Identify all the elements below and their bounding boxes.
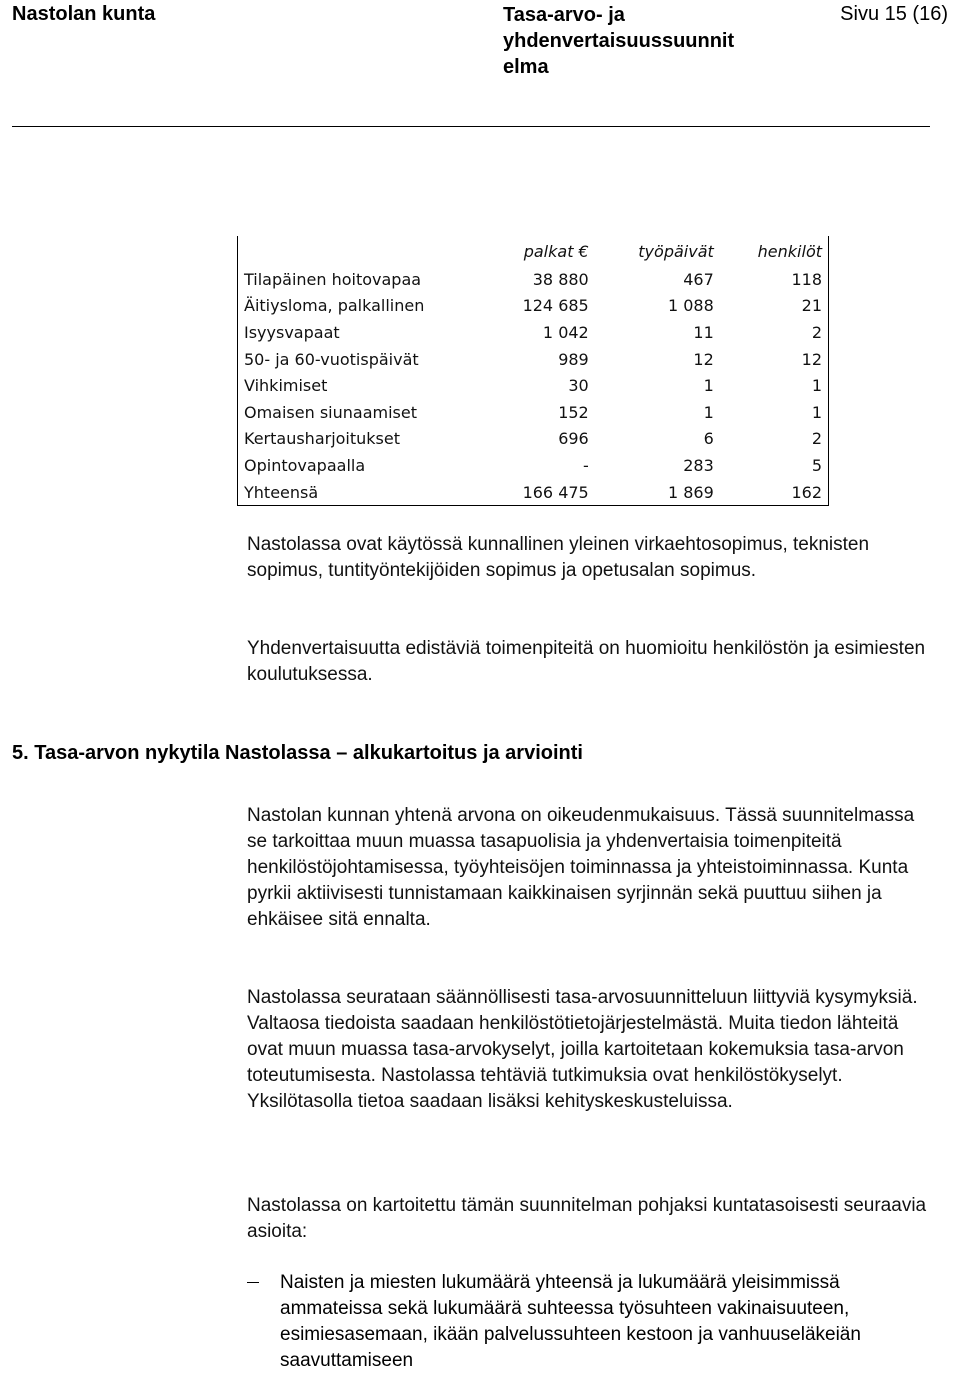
- row-tyopaivat: 12: [693, 349, 714, 369]
- row-henkilot: 5: [720, 452, 829, 479]
- leave-statistics-table: [237, 236, 829, 506]
- row-label: Kertausharjoitukset: [238, 426, 485, 453]
- row-tyopaivat: 1: [703, 376, 714, 396]
- row-henkilot: 2: [720, 426, 829, 453]
- row-palkat: 1 042: [542, 322, 589, 342]
- row-label: 50- ja 60-vuotispäivät: [238, 346, 485, 373]
- row-label: Tilapäinen hoitovapaa: [238, 266, 485, 293]
- table-header-empty: [238, 236, 485, 266]
- row-tyopaivat: 1: [703, 402, 714, 422]
- row-henkilot: 118: [720, 266, 829, 293]
- dash-bullet-icon: [247, 1282, 259, 1283]
- row-label: Isyysvapaat: [238, 319, 485, 346]
- total-label: Yhteensä: [238, 479, 485, 506]
- header-organization: Nastolan kunta: [12, 3, 156, 25]
- row-palkat: 696: [558, 429, 589, 449]
- row-tyopaivat: 467: [683, 269, 714, 289]
- row-palkat: -: [582, 455, 589, 475]
- row-tyopaivat: 1 088: [667, 296, 714, 316]
- row-henkilot: 12: [720, 346, 829, 373]
- training-text: Yhdenvertaisuutta edistäviä toimenpiteitä on huomioitu henkilöstön ja esimiesten koulutuksessa.: [247, 638, 926, 685]
- row-henkilot: 1: [720, 372, 829, 399]
- header-title-line-2: yhdenvertaisuussuunnit: [503, 30, 735, 52]
- total-henkilot: 162: [720, 479, 829, 506]
- row-tyopaivat: 6: [703, 429, 714, 449]
- total-palkat: 166 475: [484, 479, 595, 506]
- monitoring-text: Nastolassa seurataan säännöllisesti tasa-arvosuunnitteluun liittyviä kysymyksiä. Valtaosa tiedoista saadaan henkilöstötietojärjestelmästä. Muita tiedon lähteitä ovat muun muassa tasa-arvokyselyt, joilla kartoitetaan kokemuksia tasa-arvon toteutumisesta. Nastolassa tehtäviä tutkimuksia ovat henkilöstökyselyt. Yksilötasolla tietoa saadaan lisäksi kehityskeskusteluissa.: [247, 987, 918, 1112]
- table-header-tyopaivat: työpäivät: [638, 241, 714, 261]
- table-header-henkilot: henkilöt: [720, 236, 829, 266]
- row-label: Opintovapaalla: [238, 452, 485, 479]
- table-row: [238, 319, 829, 346]
- header-document-title: [503, 2, 783, 80]
- agreements-text: Nastolassa ovat käytössä kunnallinen yleinen virkaehtosopimus, teknisten sopimus, tuntityöntekijöiden sopimus ja opetusalan sopimus.: [247, 534, 870, 581]
- fairness-text: Nastolan kunnan yhtenä arvona on oikeudenmukaisuus. Tässä suunnitelmassa se tarkoittaa muun muassa tasapuolisia ja yhdenvertaisia toimenpiteitä henkilöstöjohtamisessa, työyhteisöjen toiminnassa ja yhteistoiminnassa. Kunta pyrkii aktiivisesti tunnistamaan kaikkinaisen syrjinnän sekä puuttuu siihen ja ehkäisee sitä ennalta.: [247, 805, 915, 930]
- row-palkat: 30: [568, 376, 589, 396]
- table-row: [238, 266, 829, 293]
- table-header-row: [238, 236, 829, 266]
- table-row: [238, 293, 829, 320]
- agreements-paragraph: [247, 532, 937, 584]
- list-item: [247, 1270, 937, 1374]
- row-henkilot: 21: [720, 293, 829, 320]
- survey-intro-paragraph: [247, 1193, 937, 1245]
- row-palkat: 124 685: [522, 296, 589, 316]
- monitoring-paragraph: [247, 985, 937, 1115]
- header-divider: [12, 126, 930, 127]
- fairness-paragraph: [247, 803, 937, 933]
- row-tyopaivat: 283: [683, 455, 714, 475]
- list-item-text: Naisten ja miesten lukumäärä yhteensä ja lukumäärä yleisimmissä ammateissa sekä lukumäärä suhteessa työsuhteen vakinaisuuteen, esimiesasemaan, ikään palvelussuhteen kestoon ja vanhuuseläkeiän saavuttamiseen: [280, 1272, 861, 1371]
- survey-bullet-list: [247, 1270, 937, 1374]
- row-henkilot: 2: [720, 319, 829, 346]
- header-page-number: Sivu 15 (16): [840, 3, 948, 25]
- survey-intro-text: Nastolassa on kartoitettu tämän suunnitelman pohjaksi kuntatasoisesti seuraavia asioita:: [247, 1195, 927, 1242]
- table-row: [238, 452, 829, 479]
- section-heading: 5. Tasa-arvon nykytila Nastolassa – alkukartoitus ja arviointi: [12, 742, 583, 764]
- table-row: [238, 372, 829, 399]
- training-paragraph: [247, 636, 937, 688]
- row-palkat: 989: [558, 349, 589, 369]
- row-henkilot: 1: [720, 399, 829, 426]
- header-title-line-3: elma: [503, 56, 549, 78]
- table-row: [238, 346, 829, 373]
- header-title-line-1: Tasa-arvo- ja: [503, 4, 625, 26]
- row-label: Omaisen siunaamiset: [238, 399, 485, 426]
- page-header: [0, 0, 960, 80]
- row-tyopaivat: 11: [693, 322, 714, 342]
- table-row: [238, 399, 829, 426]
- table-total-row: [238, 479, 829, 506]
- row-label: Vihkimiset: [238, 372, 485, 399]
- row-palkat: 38 880: [532, 269, 589, 289]
- table-row: [238, 426, 829, 453]
- row-label: Äitiysloma, palkallinen: [238, 293, 485, 320]
- total-tyopaivat: 1 869: [595, 479, 720, 506]
- row-palkat: 152: [558, 402, 589, 422]
- table-header-palkat: palkat €: [523, 241, 589, 261]
